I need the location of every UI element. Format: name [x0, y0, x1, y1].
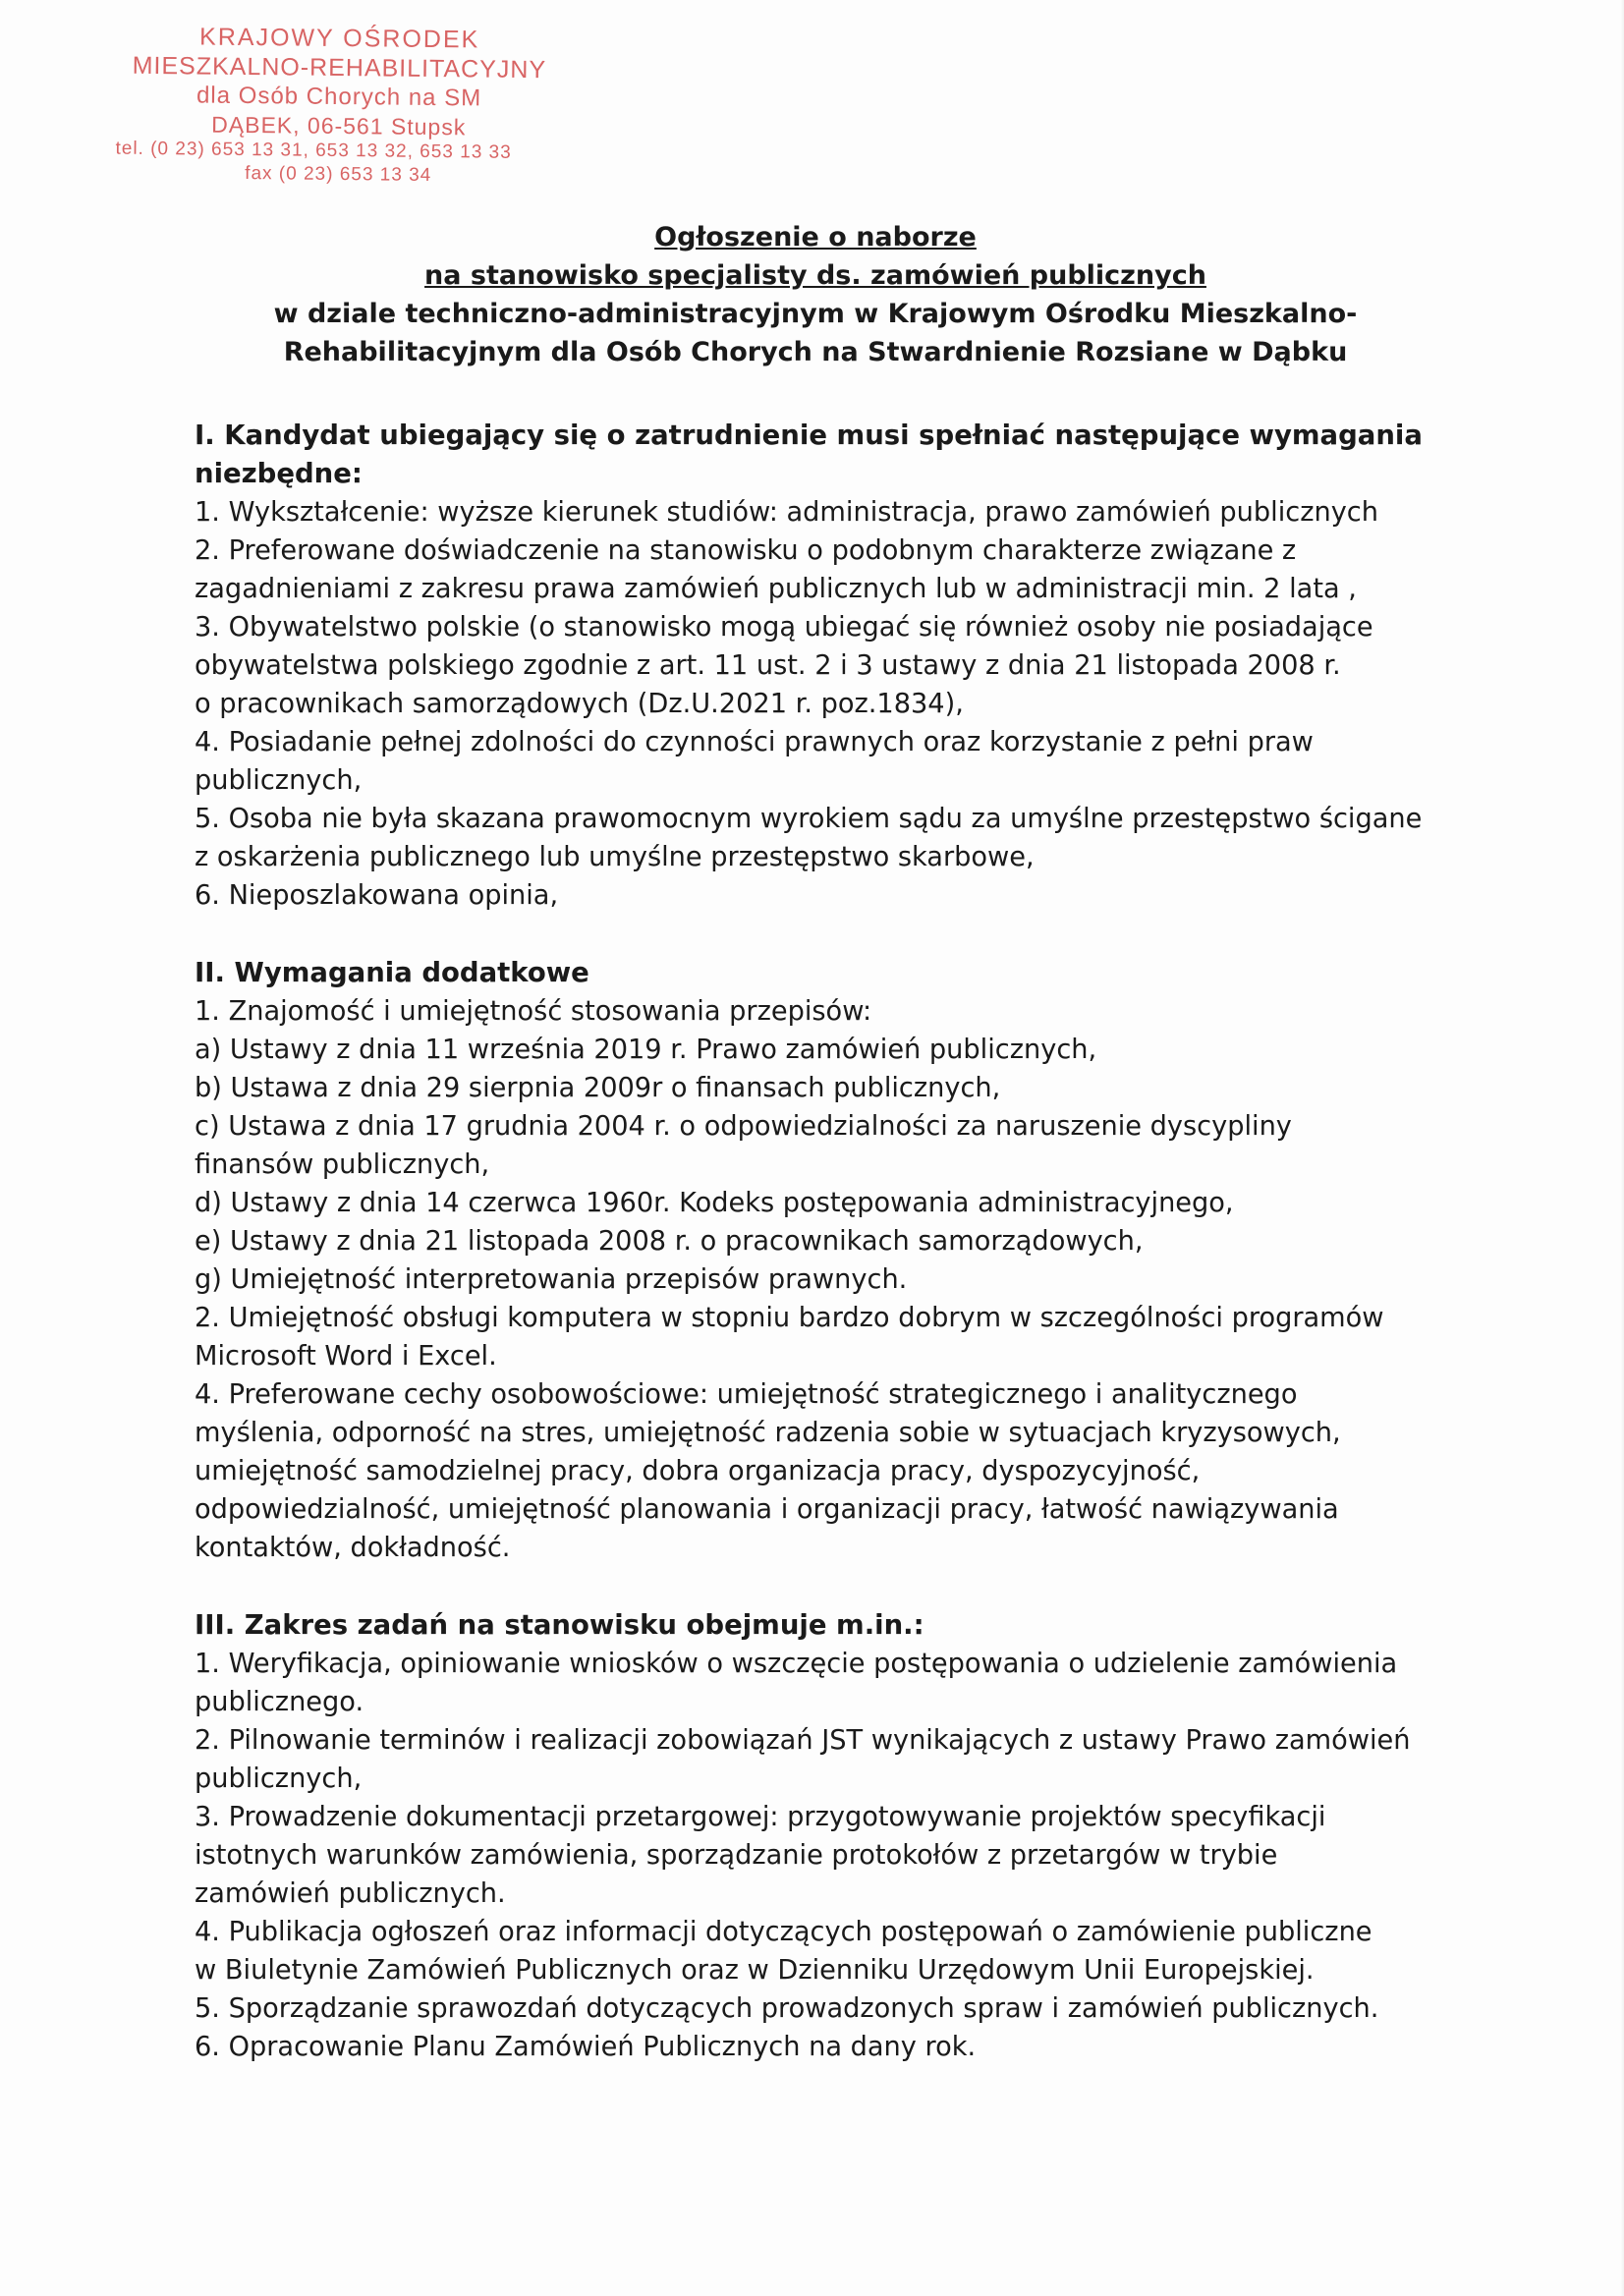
text-line: 2. Umiejętność obsługi komputera w stopniu bardzo dobrym w szczególności programów — [195, 1303, 1384, 1333]
section-title: III. Zakres zadań na stanowisku obejmuje m.in.: — [195, 1609, 924, 1641]
stamp-line-1: KRAJOWY OŚRODEK — [198, 23, 480, 54]
text-line: d) Ustawy z dnia 14 czerwca 1960r. Kodeks postępowania administracyjnego, — [195, 1188, 1234, 1218]
text-line: zamówień publicznych. — [195, 1878, 506, 1909]
text-line: publicznych, — [195, 765, 363, 796]
text-line: kontaktów, dokładność. — [195, 1533, 511, 1563]
section-additional-requirements — [195, 954, 1472, 1567]
section-spacer — [195, 915, 1472, 954]
text-line: obywatelstwa polskiego zgodnie z art. 11 ust. 2 i 3 ustawy z dnia 21 listopada 2008 r. — [195, 650, 1341, 681]
stamp-line-2: MIESZKALNO-REHABILITACYJNY — [132, 51, 547, 84]
text-line: Microsoft Word i Excel. — [195, 1341, 497, 1372]
text-line: publicznych, — [195, 1764, 363, 1794]
header-position: na stanowisko specjalisty ds. zamówień publicznych — [424, 260, 1206, 291]
section-duties — [195, 1606, 1472, 2066]
stamp-line-5: tel. (0 23) 653 13 31, 653 13 32, 653 13 33 — [115, 138, 512, 163]
text-line: o pracownikach samorządowych (Dz.U.2021 r. poz.1834), — [195, 689, 964, 719]
text-line: 1. Weryfikacja, opiniowanie wniosków o wszczęcie postępowania o udzielenie zamówienia — [195, 1649, 1398, 1679]
text-line: finansów publicznych, — [195, 1149, 490, 1180]
scan-edge-shadow — [1620, 0, 1624, 2296]
text-line: odpowiedzialność, umiejętność planowania i organizacji pracy, łatwość nawiązywania — [195, 1494, 1339, 1525]
stamp-line-4: DĄBEK, 06-561 Stupsk — [211, 111, 467, 140]
text-line: 4. Publikacja ogłoszeń oraz informacji dotyczących postępowań o zamówienie publiczne — [195, 1917, 1372, 1947]
text-line: 3. Prowadzenie dokumentacji przetargowej: przygotowywanie projektów specyfikacji — [195, 1802, 1326, 1832]
text-line: umiejętność samodzielnej pracy, dobra organizacja pracy, dyspozycyjność, — [195, 1456, 1201, 1486]
section-title-continued: niezbędne: — [195, 458, 363, 489]
section-title: II. Wymagania dodatkowe — [195, 957, 589, 988]
text-line: a) Ustawy z dnia 11 września 2019 r. Prawo zamówień publicznych, — [195, 1035, 1097, 1065]
text-line: g) Umiejętność interpretowania przepisów prawnych. — [195, 1264, 908, 1295]
stamp-line-3: dla Osób Chorych na SM — [196, 82, 482, 112]
text-line: b) Ustawa z dnia 29 sierpnia 2009r o finansach publicznych, — [195, 1073, 1001, 1103]
text-line: e) Ustawy z dnia 21 listopada 2008 r. o pracownikach samorządowych, — [195, 1226, 1144, 1257]
text-line: 3. Obywatelstwo polskie (o stanowisko mogą ubiegać się również osoby nie posiadające — [195, 612, 1373, 643]
text-line: 4. Posiadanie pełnej zdolności do czynności prawnych oraz korzystanie z pełni praw — [195, 727, 1314, 757]
text-line: z oskarżenia publicznego lub umyślne przestępstwo skarbowe, — [195, 842, 1035, 872]
text-line: istotnych warunków zamówienia, sporządzanie protokołów z przetargów w trybie — [195, 1840, 1278, 1871]
text-line: 4. Preferowane cechy osobowościowe: umiejętność strategicznego i analitycznego — [195, 1379, 1298, 1410]
text-line: c) Ustawa z dnia 17 grudnia 2004 r. o odpowiedzialności za naruszenie dyscypliny — [195, 1111, 1292, 1142]
stamp-line-6: fax (0 23) 653 13 34 — [245, 163, 432, 186]
document-body — [195, 417, 1472, 2066]
header-institution: Rehabilitacyjnym dla Osób Chorych na Stwardnienie Rozsiane w Dąbku — [283, 337, 1348, 367]
text-line: 5. Sporządzanie sprawozdań dotyczących prowadzonych spraw i zamówień publicznych. — [195, 1993, 1379, 2024]
text-line: 6. Nieposzlakowana opinia, — [195, 880, 559, 911]
text-line: myślenia, odporność na stres, umiejętność radzenia sobie w sytuacjach kryzysowych, — [195, 1418, 1341, 1448]
header-title: Ogłoszenie o naborze — [654, 222, 977, 252]
section-spacer — [195, 1567, 1472, 1606]
text-line: 6. Opracowanie Planu Zamówień Publicznych na dany rok. — [195, 2032, 977, 2062]
text-line: 1. Wykształcenie: wyższe kierunek studiów: administracja, prawo zamówień publicznych — [195, 497, 1378, 528]
section-requirements — [195, 417, 1472, 915]
text-line: 5. Osoba nie była skazana prawomocnym wyrokiem sądu za umyślne przestępstwo ścigane — [195, 804, 1423, 834]
text-line: 2. Pilnowanie terminów i realizacji zobowiązań JST wynikających z ustawy Prawo zamówień — [195, 1725, 1411, 1756]
text-line: w Biuletynie Zamówień Publicznych oraz w Dzienniku Urzędowym Unii Europejskiej. — [195, 1955, 1315, 1986]
institution-stamp — [107, 22, 571, 190]
text-line: publicznego. — [195, 1687, 364, 1717]
header-department: w dziale techniczno-administracyjnym w Krajowym Ośrodku Mieszkalno- — [273, 299, 1358, 329]
text-line: zagadnieniami z zakresu prawa zamówień publicznych lub w administracji min. 2 lata , — [195, 574, 1357, 604]
section-title: I. Kandydat ubiegający się o zatrudnienie musi spełniać następujące wymagania — [195, 420, 1423, 451]
text-line: 1. Znajomość i umiejętność stosowania przepisów: — [195, 996, 872, 1027]
document-header — [177, 218, 1454, 371]
text-line: 2. Preferowane doświadczenie na stanowisku o podobnym charakterze związane z — [195, 535, 1297, 566]
